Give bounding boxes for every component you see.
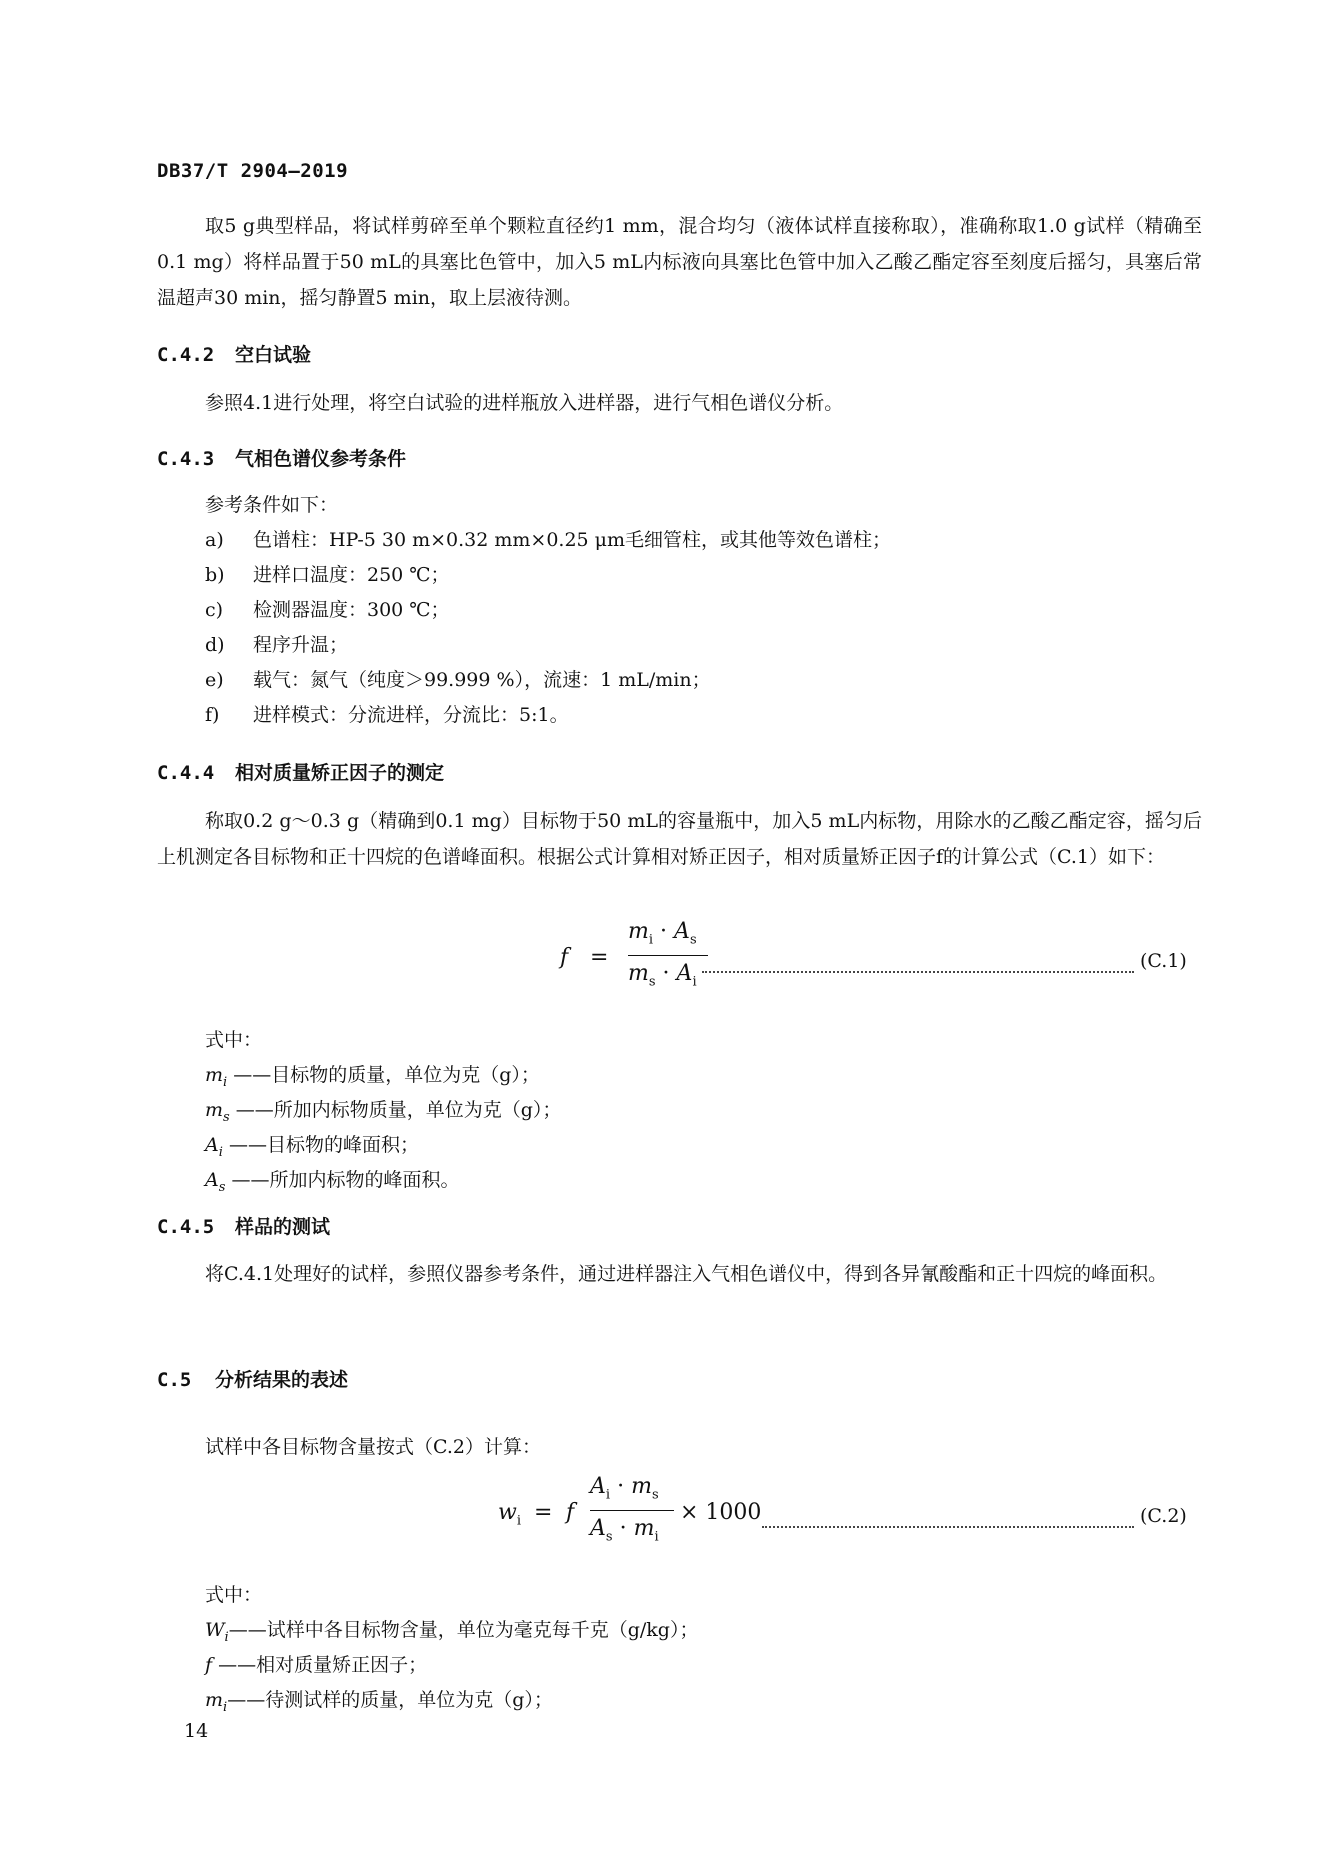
list-label: c): [205, 599, 224, 621]
subscript: s: [223, 1109, 230, 1125]
subscript: i: [224, 1629, 229, 1645]
heading-number: C.4.5: [157, 1216, 215, 1238]
list-item: [205, 700, 569, 727]
formula-lhs: f: [560, 945, 569, 970]
list-text: 进样口温度：250 ℃；: [253, 564, 450, 586]
document-code: DB37/T 2904—2019: [157, 160, 349, 182]
heading-c45: [157, 1212, 330, 1239]
list-label: a): [205, 529, 224, 551]
dot-operator: ·: [619, 1516, 627, 1541]
definition-item: [205, 1615, 698, 1645]
definition-text: ——试样中各目标物含量，单位为毫克每千克（g/kg）；: [228, 1619, 699, 1641]
list-label: b): [205, 564, 225, 586]
subscript: s: [605, 1529, 613, 1545]
symbol: W: [205, 1619, 225, 1641]
numerator: [628, 919, 697, 947]
symbol: A: [205, 1134, 219, 1156]
symbol: m: [205, 1064, 224, 1086]
page-number: 14: [184, 1720, 209, 1742]
subscript: i: [516, 1513, 522, 1529]
subscript: i: [654, 1529, 659, 1545]
multiplier: × 1000: [680, 1500, 762, 1525]
definition-text: ——待测试样的质量，单位为克（g）；: [227, 1689, 553, 1711]
subscript: i: [605, 1487, 611, 1503]
c45-body: 将C.4.1处理好的试样，参照仪器参考条件，通过进样器注入气相色谱仪中，得到各异氰酸酯和正十四烷的峰面积。: [205, 1263, 1168, 1285]
list-text: 进样模式：分流进样，分流比：5:1。: [253, 704, 569, 726]
definition-item: [205, 1685, 553, 1715]
definition-text: ——目标物的峰面积；: [228, 1134, 419, 1156]
symbol: m: [205, 1099, 224, 1121]
subscript: s: [648, 974, 656, 990]
symbol: A: [674, 919, 690, 944]
subscript: s: [218, 1179, 226, 1195]
fraction: [590, 1474, 674, 1550]
fraction-bar: [590, 1510, 674, 1511]
formula-equals: =: [534, 1500, 553, 1525]
heading-c5: [157, 1365, 348, 1392]
formula-factor: f: [566, 1500, 575, 1525]
where-label: 式中：: [205, 1584, 263, 1606]
heading-number: C.4.4: [157, 762, 215, 784]
list-text: 程序升温；: [253, 634, 349, 656]
symbol: A: [205, 1169, 219, 1191]
dot-operator: ·: [617, 1474, 625, 1499]
denominator: [628, 961, 697, 989]
where-label: 式中：: [205, 1029, 263, 1051]
symbol: m: [628, 919, 649, 944]
list-label: f): [205, 704, 220, 726]
equation-number: (C.1): [1140, 950, 1187, 972]
heading-c43: [157, 444, 406, 471]
c5-intro: 试样中各目标物含量按式（C.2）计算：: [205, 1436, 541, 1458]
list-text: 载气：氮气（纯度＞99.999 %），流速：1 mL/min；: [253, 669, 711, 691]
dot-operator: ·: [662, 961, 670, 986]
symbol: m: [633, 1516, 655, 1541]
heading-title: 样品的测试: [235, 1216, 331, 1238]
list-text: 检测器温度：300 ℃；: [253, 599, 450, 621]
dotted-leader: [702, 971, 1134, 973]
c43-intro: 参考条件如下：: [205, 494, 339, 516]
heading-title: 分析结果的表述: [215, 1369, 349, 1391]
symbol: A: [590, 1516, 606, 1541]
symbol: A: [590, 1474, 606, 1499]
list-item: [205, 630, 348, 657]
dotted-leader: [762, 1526, 1134, 1528]
definition-item: [205, 1060, 540, 1090]
heading-title: 空白试验: [235, 344, 312, 366]
list-item: [205, 665, 711, 692]
heading-c44: [157, 758, 444, 785]
heading-title: 相对质量矫正因子的测定: [235, 762, 445, 784]
list-item: [205, 595, 450, 622]
formula-equals: =: [590, 945, 609, 970]
fraction-bar: [628, 955, 708, 956]
definition-text: ——所加内标物的峰面积。: [231, 1169, 460, 1191]
definition-text: ——所加内标物质量，单位为克（g）；: [235, 1099, 562, 1121]
symbol: m: [631, 1474, 652, 1499]
symbol: f: [205, 1654, 213, 1676]
subscript: s: [651, 1487, 659, 1503]
list-item: [205, 525, 891, 552]
equation-number: (C.2): [1140, 1505, 1187, 1527]
heading-number: C.5: [157, 1369, 192, 1391]
symbol: A: [676, 961, 693, 986]
subscript: i: [692, 974, 697, 990]
subscript: i: [218, 1144, 223, 1160]
denominator: [590, 1516, 659, 1544]
list-text: 色谱柱：HP-5 30 m×0.32 mm×0.25 μm毛细管柱，或其他等效色谱柱；: [253, 529, 892, 551]
heading-number: C.4.2: [157, 344, 215, 366]
formula-lhs: [498, 1500, 521, 1528]
subscript: i: [648, 932, 654, 948]
subscript: i: [223, 1074, 228, 1090]
heading-number: C.4.3: [157, 448, 215, 470]
symbol: m: [628, 961, 649, 986]
subscript: s: [689, 932, 697, 948]
heading-title: 气相色谱仪参考条件: [235, 448, 407, 470]
subscript: i: [223, 1699, 228, 1715]
list-label: e): [205, 669, 224, 691]
intro-paragraph: 取5 g典型样品，将试样剪碎至单个颗粒直径约1 mm，混合均匀（液体试样直接称取），准确称取1.0 g试样（精确至0.1 mg）将样品置于50 mL的具塞比色管中，加入5 mL内标液向具塞比色管中加入乙酸乙酯定容至刻度后摇匀，具塞后常温超声30 min，摇匀静置5 min，取上层液待测。: [157, 215, 1202, 309]
heading-c42: [157, 340, 311, 367]
definition-item: [205, 1650, 427, 1677]
list-label: d): [205, 634, 225, 656]
list-item: [205, 560, 450, 587]
definition-item: [205, 1165, 459, 1195]
numerator: [590, 1474, 659, 1502]
definition-item: [205, 1095, 561, 1125]
c42-body: 参照4.1进行处理，将空白试验的进样瓶放入进样器，进行气相色谱仪分析。: [205, 392, 844, 414]
fraction: [628, 919, 708, 995]
dot-operator: ·: [660, 919, 668, 944]
symbol: w: [498, 1500, 517, 1525]
definition-item: [205, 1130, 419, 1160]
symbol: m: [205, 1689, 224, 1711]
c44-body: 称取0.2 g～0.3 g（精确到0.1 mg）目标物于50 mL的容量瓶中，加入5 mL内标物，用除水的乙酸乙酯定容，摇匀后上机测定各目标物和正十四烷的色谱峰面积。根据公式计算相对矫正因子，相对质量矫正因子f的计算公式（C.1）如下：: [157, 810, 1202, 868]
definition-text: ——目标物的质量，单位为克（g）；: [233, 1064, 540, 1086]
definition-text: ——相对质量矫正因子；: [212, 1654, 428, 1676]
